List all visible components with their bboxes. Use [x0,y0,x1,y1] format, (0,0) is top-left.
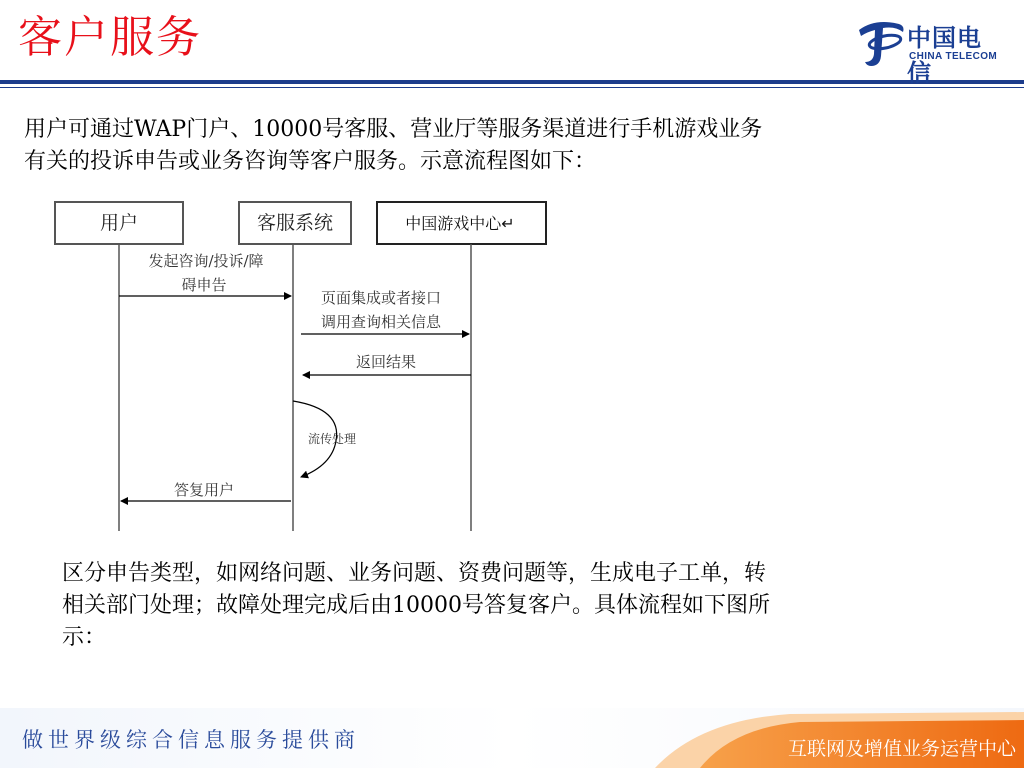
china-telecom-logo [855,16,1005,87]
logo-text-en: CHINA TELECOM [909,51,998,62]
sequence-diagram [0,195,600,540]
process-line-3: 示： [62,625,107,650]
message-label-4: 流传处理 [307,432,357,446]
actor-label-game-center: 中国游戏中心↵ [405,214,515,233]
intro-line-1: 用户可通过WAP门户、10000号客服、营业厅等服务渠道进行手机游戏业务 [24,117,763,142]
message-label-1b: 碍申告 [181,276,227,294]
footer-slogan: 做世界级综合信息服务提供商 [22,728,360,752]
message-label-2a: 页面集成或者接口 [320,289,442,307]
message-label-2b: 调用查询相关信息 [320,313,442,331]
title-divider [0,80,1024,84]
footer-department: 互联网及增值业务运营中心 [787,738,1016,760]
intro-paragraph [24,114,954,178]
actor-label-user: 用户 [99,212,139,234]
slide-title: 客户服务 [18,12,202,63]
message-label-1a: 发起咨询/投诉/障 [148,252,264,270]
process-paragraph [62,558,992,654]
process-line-2: 相关部门处理；故障处理完成后由10000号答复客户。具体流程如下图所 [62,593,770,618]
china-telecom-icon [855,16,907,70]
title-divider-thin [0,87,1024,88]
message-label-3: 返回结果 [355,353,417,371]
process-line-1: 区分申告类型，如网络问题、业务问题、资费问题等，生成电子工单，转 [62,561,767,586]
logo-text-cn: 中国电信 [907,23,982,87]
message-label-5: 答复用户 [173,481,235,499]
intro-line-2: 有关的投诉申告或业务咨询等客户服务。示意流程图如下： [24,149,597,174]
actor-label-service-system: 客服系统 [256,212,334,234]
